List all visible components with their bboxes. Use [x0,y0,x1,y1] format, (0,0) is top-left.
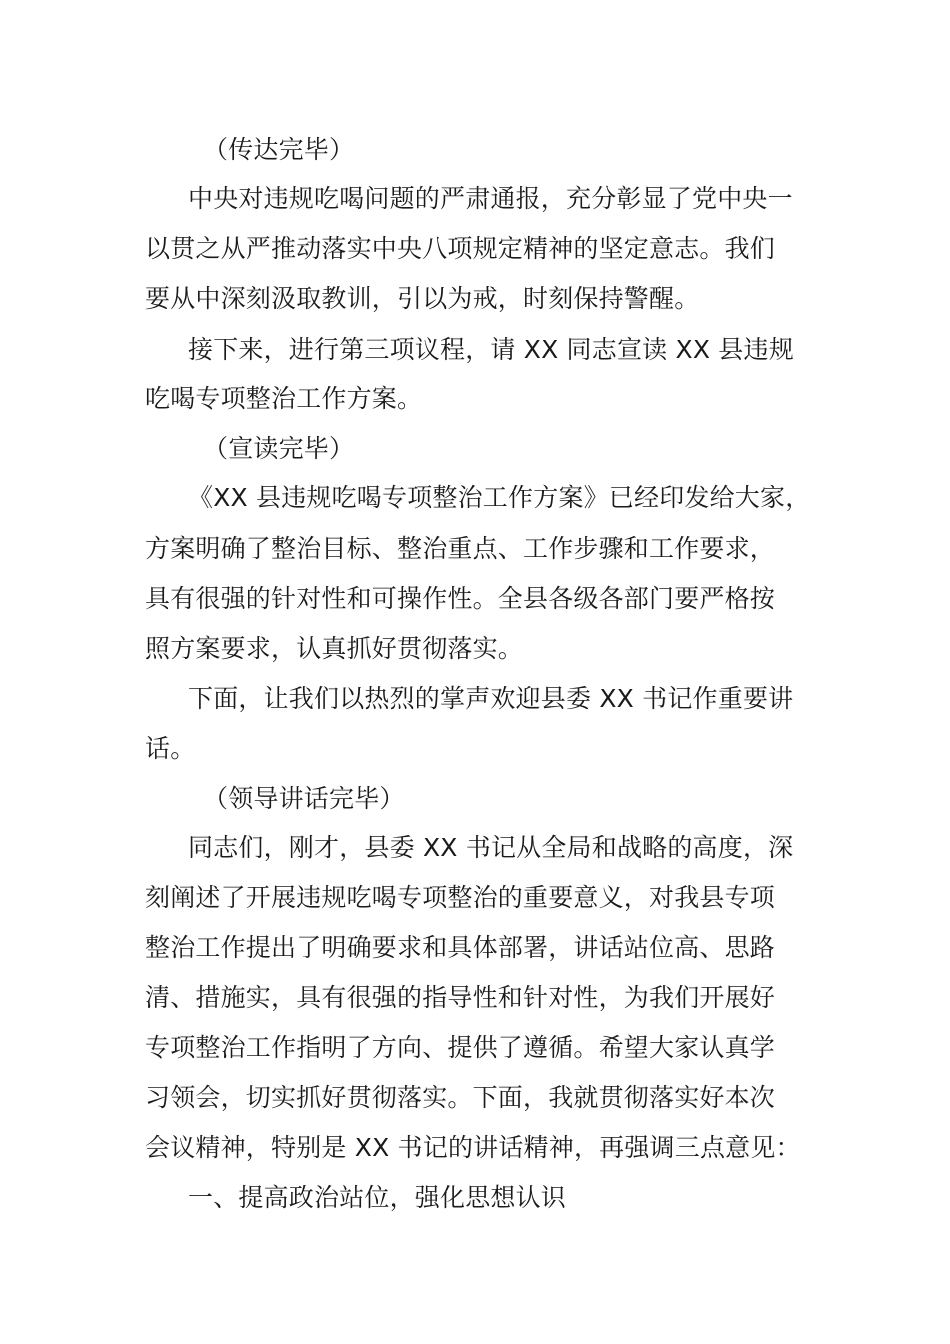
paragraph-line: 习领会，切实抓好贯彻落实。下面，我就贯彻落实好本次 [145,1083,776,1112]
section-heading: 一、提高政治站位，强化思想认识 [188,1183,567,1212]
paragraph-line: 接下来，进行第三项议程，请 XX 同志宣读 XX 县违规 [188,335,794,364]
paragraph-line: 以贯之从严推动落实中央八项规定精神的坚定意志。我们 [145,234,776,263]
paragraph-line: 照方案要求，认真抓好贯彻落实。 [145,634,524,663]
paragraph-line: 清、措施实，具有很强的指导性和针对性，为我们开展好 [145,983,776,1012]
paragraph-line: 刻阐述了开展违规吃喝专项整治的重要意义，对我县专项 [145,883,776,912]
paragraph-line: 同志们，刚才，县委 XX 书记从全局和战略的高度，深 [188,833,794,862]
paragraph-line: 整治工作提出了明确要求和具体部署，讲话站位高、思路 [145,933,776,962]
paragraph-line: 下面，让我们以热烈的掌声欢迎县委 XX 书记作重要讲 [188,684,794,713]
paragraph-line: 会议精神，特别是 XX 书记的讲话精神，再强调三点意见： [145,1133,801,1162]
paragraph-line: 专项整治工作指明了方向、提供了遵循。希望大家认真学 [145,1033,776,1062]
stage-note-relay-complete: （传达完毕） [203,135,355,164]
stage-note-reading-complete: （宣读完毕） [203,434,355,463]
paragraph-line: 方案明确了整治目标、整治重点、工作步骤和工作要求， [145,534,776,563]
paragraph-line: 吃喝专项整治工作方案。 [145,384,423,413]
paragraph-line: 话。 [145,734,196,763]
paragraph-line: 具有很强的针对性和可操作性。全县各级各部门要严格按 [145,584,776,613]
paragraph-line: 《XX 县违规吃喝专项整治工作方案》已经印发给大家， [188,483,811,512]
paragraph-line: 中央对违规吃喝问题的严肃通报，充分彰显了党中央一 [188,184,793,213]
stage-note-speech-complete: （领导讲话完毕） [203,784,405,813]
paragraph-line: 要从中深刻汲取教训，引以为戒，时刻保持警醒。 [145,284,700,313]
